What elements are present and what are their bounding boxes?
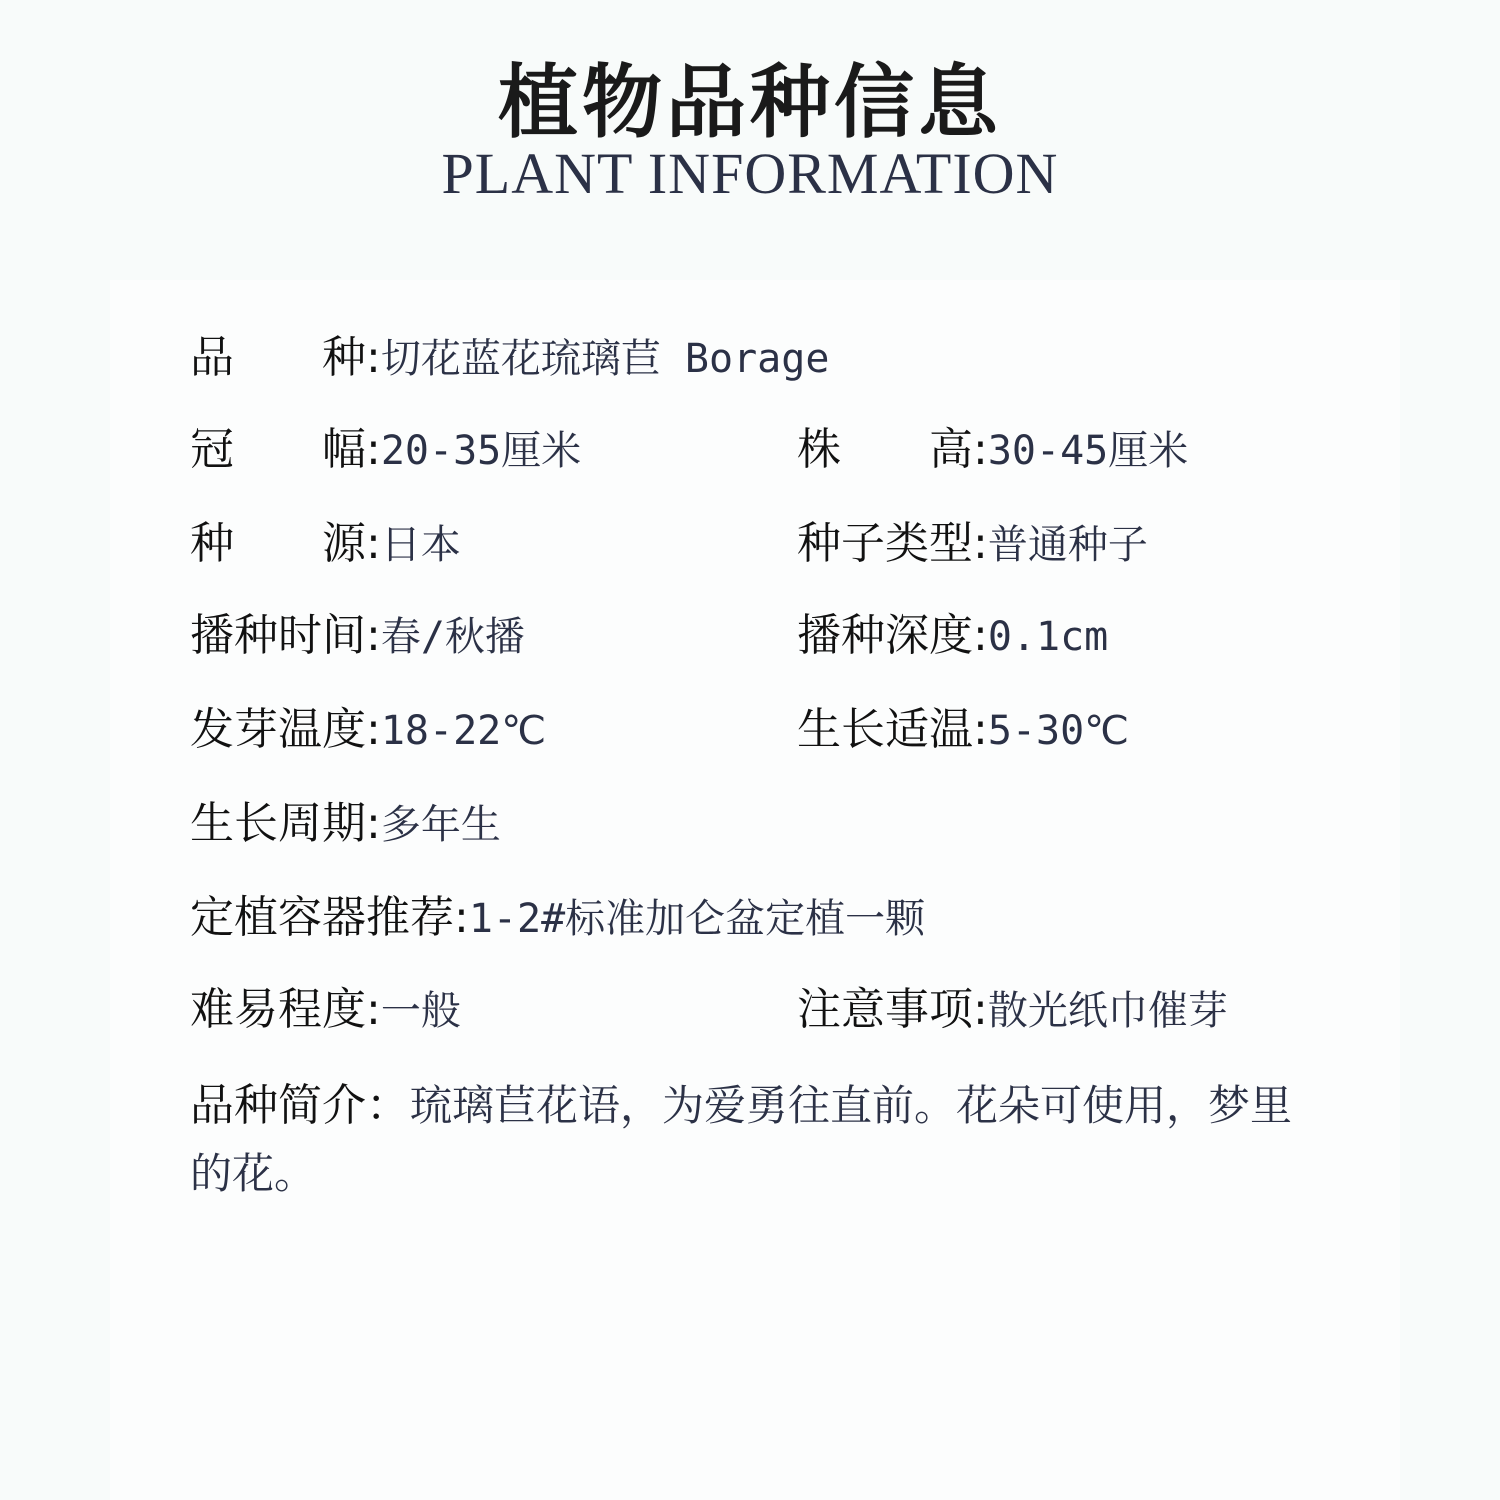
field-colon: : — [973, 704, 988, 755]
field-value: 0.1cm — [987, 614, 1109, 660]
field-notes — [797, 980, 1228, 1040]
field-colon: : — [366, 518, 381, 569]
field-label: 种子类型 — [797, 518, 973, 569]
field-variety — [190, 328, 829, 388]
field-label: 生长周期 — [190, 798, 366, 849]
field-colon: ： — [366, 1080, 410, 1131]
field-grow-temp — [797, 700, 1129, 760]
field-label: 播种深度 — [797, 610, 973, 661]
field-colon: : — [366, 332, 381, 383]
field-difficulty — [190, 980, 461, 1040]
field-colon: : — [973, 518, 988, 569]
field-colon: : — [366, 704, 381, 755]
field-value: 30-45厘米 — [987, 428, 1189, 474]
page-title: 植物品种信息 — [498, 56, 1002, 149]
field-label: 株 高 — [797, 424, 973, 475]
field-container — [190, 888, 925, 948]
field-value: 多年生 — [380, 802, 501, 848]
field-label: 播种时间 — [190, 610, 366, 661]
field-label: 冠 幅 — [190, 424, 366, 475]
field-value: 一般 — [380, 988, 461, 1034]
field-label: 难易程度 — [190, 984, 366, 1035]
field-colon: : — [366, 424, 381, 475]
field-cycle — [190, 794, 501, 854]
page-header — [0, 0, 1500, 270]
field-origin — [190, 514, 461, 574]
field-label: 发芽温度 — [190, 704, 366, 755]
field-value: 20-35厘米 — [380, 428, 582, 474]
field-colon: : — [366, 984, 381, 1035]
field-sow-depth — [797, 606, 1108, 666]
field-label: 定植容器推荐 — [190, 892, 454, 943]
field-colon: : — [973, 424, 988, 475]
field-colon: : — [366, 798, 381, 849]
field-intro — [190, 1072, 1310, 1208]
field-label: 品 种 — [190, 332, 366, 383]
field-colon: : — [454, 892, 469, 943]
page-subtitle: PLANT INFORMATION — [441, 141, 1059, 206]
field-value: 普通种子 — [987, 522, 1148, 568]
field-label: 种 源 — [190, 518, 366, 569]
field-value: 1-2#标准加仑盆定植一颗 — [468, 896, 926, 942]
field-label: 注意事项 — [797, 984, 973, 1035]
field-crown — [190, 420, 581, 480]
field-height — [797, 420, 1188, 480]
field-colon: : — [973, 610, 988, 661]
field-value: 18-22℃ — [380, 708, 547, 754]
field-value: 散光纸巾催芽 — [987, 988, 1228, 1034]
field-label: 生长适温 — [797, 704, 973, 755]
field-value: 春/秋播 — [380, 614, 525, 660]
field-value: 切花蓝花琉璃苣 Borage — [380, 336, 830, 382]
field-colon: : — [973, 984, 988, 1035]
field-label: 品种简介 — [190, 1080, 366, 1131]
field-germ-temp — [190, 700, 546, 760]
field-colon: : — [366, 610, 381, 661]
field-seed-type — [797, 514, 1148, 574]
field-sow-time — [190, 606, 525, 666]
field-value: 5-30℃ — [987, 708, 1130, 754]
field-value: 琉璃苣花语，为爱勇往直前。花朵可使用，梦里的花。 — [190, 1081, 1293, 1198]
field-value: 日本 — [380, 522, 461, 568]
